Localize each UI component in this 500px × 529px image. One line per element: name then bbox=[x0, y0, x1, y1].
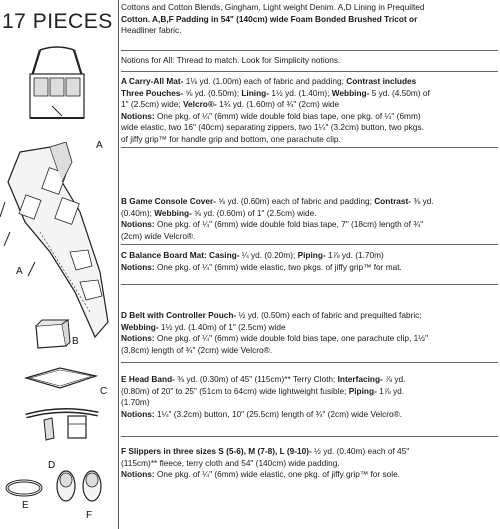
divider bbox=[121, 284, 498, 285]
divider bbox=[121, 71, 498, 72]
view-f-requirements: F Slippers in three sizes S (5-6), M (7-8), L (9-10)- ½ yd. (0.40m) each of 45" (115cm)** fleece, terry cloth and 54" (140cm) wide padding. Notions: One pkg. of ¼" (6mm) wide elastic, one pkg. of jiffy grip™ for sole. bbox=[121, 446, 410, 479]
fabric-line-3: Headliner fabric. bbox=[121, 25, 182, 35]
divider bbox=[121, 362, 498, 363]
view-d-requirements: D Belt with Controller Pouch- ½ yd. (0.50m) each of fabric and prequilted fabric; Webbing- 1½ yd. (1.40m) of 1" (2.5cm) wide Notions: One pkg. of ¼" (6mm) wide double fold bias tape, one parachute clip, 1½" (3.8cm) length of ¾" (2cm) wide Velcro®. bbox=[121, 310, 429, 355]
balance-board-mat-illustration bbox=[20, 364, 100, 392]
view-e-requirements: E Head Band- ⅜ yd. (0.30m) of 45" (115cm)** Terry Cloth; Interfacing- ⅞ yd. (0.80m) of 20" to 25" (51cm to 64cm) wide lightweight fusible; Piping- 1⅞ yd. (1.70m) Notions: 1¼" (3.2cm) button, 10" (25.5cm) length of ¾" (2cm) wide Velcro®. bbox=[121, 374, 406, 419]
carry-all-bag-illustration bbox=[22, 46, 92, 126]
belt-with-pouch-illustration bbox=[22, 404, 102, 454]
carry-all-mat-open-illustration bbox=[0, 142, 115, 342]
pieces-illustration-column bbox=[0, 0, 118, 529]
divider bbox=[121, 436, 498, 437]
notions-for-all: Notions for All: Thread to match. Look for Simplicity notions. bbox=[121, 55, 341, 65]
divider bbox=[121, 147, 498, 148]
column-divider bbox=[118, 0, 119, 529]
label-d: D bbox=[48, 460, 56, 471]
label-a-mat: A bbox=[16, 266, 23, 277]
slippers-illustration bbox=[52, 468, 122, 504]
view-b-requirements: B Game Console Cover- ⅝ yd. (0.60m) each of fabric and padding; Contrast- ⅜ yd. (0.40m); Webbing- ⅝ yd. (0.60m) of 1" (2.5cm) wide. Notions: One pkg. of ¼" (6mm) wide double fold bias tape, 7" (18cm) length of ¾" (2cm) wide Velcro®. bbox=[121, 196, 434, 241]
view-a-requirements: A Carry-All Mat- 1⅛ yd. (1.00m) each of fabric and padding; Contrast includes Three Pouches- ⅝ yd. (0.50m); Lining- 1½ yd. (1.40m); Webbing- 5 yd. (4.50m) of 1" (2.5cm) wide; Velcro®- 1¾ yd. (1.60m) of ¾" (2cm) wide Notions: One pkg. of ¼" (6mm) wide double fold bias tape, one pkg. of ¼" (6mm) wide elastic, two 16" (40cm) separating zippers, two 1¼" (3.2cm) button, two pkgs. of jiffy grip™ for handle grip and bottom, one parachute clip. bbox=[121, 76, 430, 144]
fabric-line-1: Cottons and Cotton Blends, Gingham, Light weight Denim. A,D Lining in Prequilted bbox=[121, 2, 425, 12]
label-f: F bbox=[86, 510, 93, 521]
label-b: B bbox=[72, 336, 79, 347]
pieces-count-title: 17 PIECES bbox=[2, 10, 113, 33]
label-a-top: A bbox=[96, 140, 103, 151]
divider bbox=[121, 50, 498, 51]
game-console-cover-illustration bbox=[32, 318, 72, 352]
fabric-suggestions bbox=[121, 2, 496, 37]
divider bbox=[121, 244, 498, 245]
label-e: E bbox=[22, 500, 29, 511]
fabric-line-2: Cotton. A,B,F Padding in 54" (140cm) wide Foam Bonded Brushed Tricot or bbox=[121, 13, 418, 24]
requirements-text-column bbox=[121, 0, 500, 529]
view-c-requirements: C Balance Board Mat: Casing- ¼ yd. (0.20m); Piping- 1⅞ yd. (1.70m) Notions: One pkg. of ¼" (6mm) wide elastic, two pkgs. of jiffy grip™ for mat. bbox=[121, 250, 402, 272]
label-c: C bbox=[100, 386, 108, 397]
